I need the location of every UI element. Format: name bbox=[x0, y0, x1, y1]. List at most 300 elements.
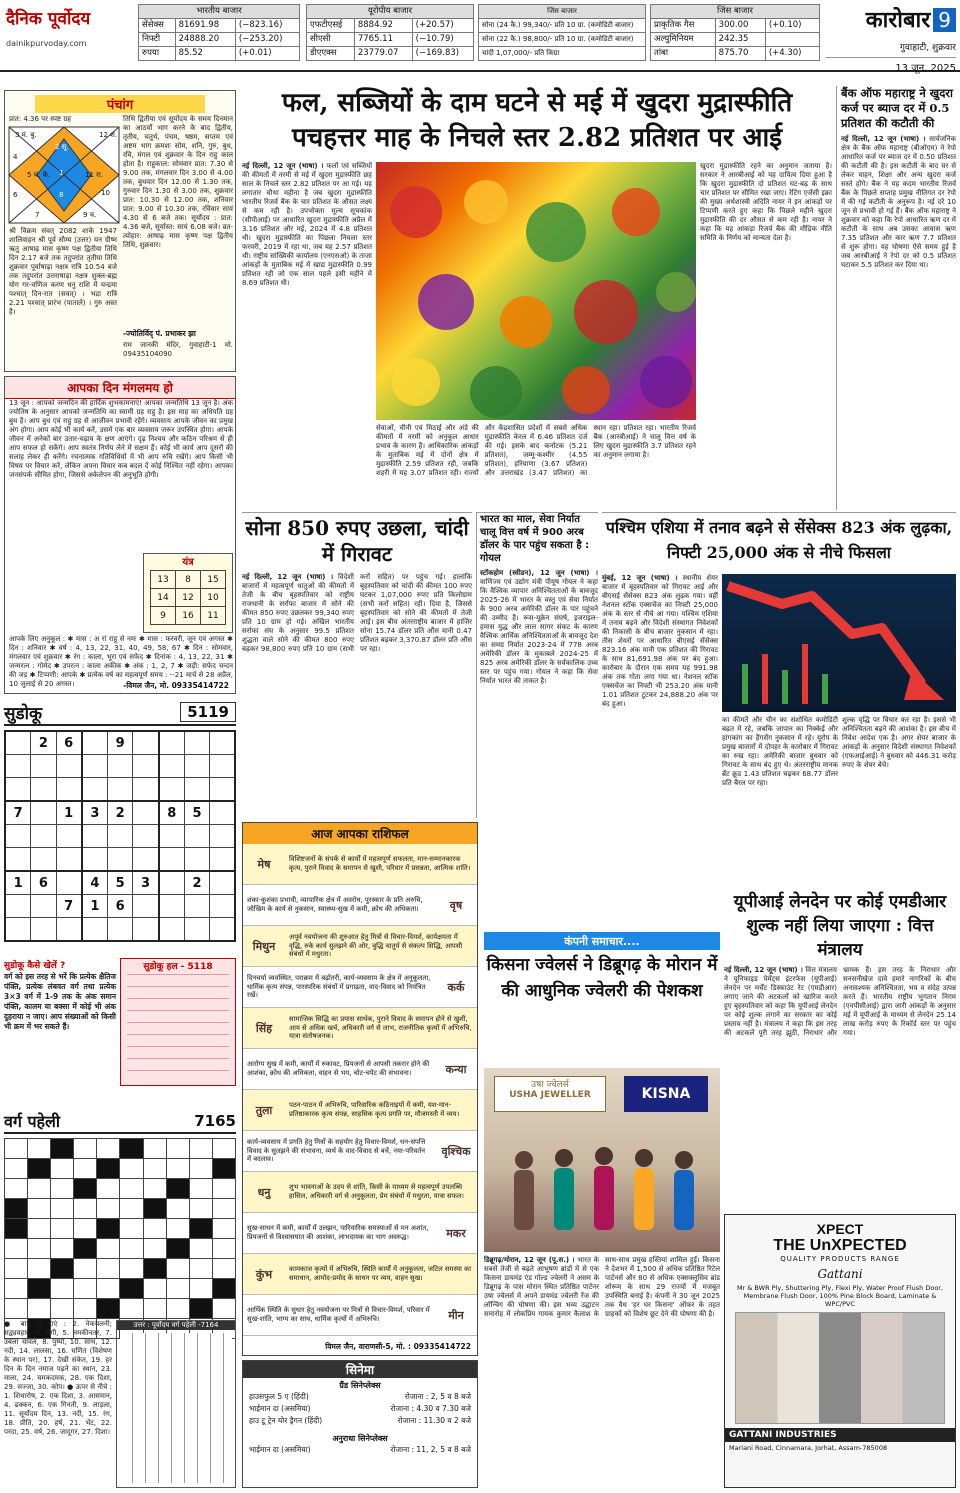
crossword-cell[interactable] bbox=[189, 1199, 212, 1219]
market-name: अल्युमिनियम bbox=[651, 33, 716, 47]
market-row bbox=[651, 33, 820, 47]
crossword-cell[interactable] bbox=[166, 1199, 189, 1219]
sudoku-cell[interactable] bbox=[159, 871, 185, 895]
crossword-cell[interactable] bbox=[166, 1259, 189, 1279]
crossword-cell[interactable] bbox=[51, 1199, 74, 1219]
market-value: 300.00 bbox=[715, 19, 765, 33]
upi-body bbox=[724, 966, 956, 1210]
sudoku-header bbox=[4, 700, 236, 726]
crossword-cell[interactable] bbox=[166, 1279, 189, 1299]
yantra-cell: 9 bbox=[151, 607, 176, 625]
sudoku-cell[interactable] bbox=[56, 825, 82, 848]
sudoku-cell[interactable] bbox=[133, 801, 159, 825]
sudoku-cell[interactable] bbox=[82, 731, 108, 755]
sudoku-cell[interactable] bbox=[82, 755, 108, 778]
cinema-show-row bbox=[243, 1415, 477, 1427]
crossword-cell[interactable] bbox=[97, 1259, 120, 1279]
cinema-hall-2: अनुराधा सिनेप्लेक्स bbox=[332, 1434, 388, 1443]
sudoku-cell[interactable] bbox=[210, 801, 235, 825]
kundli-label: 5 चं. के. bbox=[27, 171, 51, 179]
upi-headline[interactable]: यूपीआई लेनदेन पर कोई एमडीआर शुल्क नहीं लिया जाएगा : वित्त मंत्रालय bbox=[733, 892, 947, 960]
market-row bbox=[307, 19, 474, 33]
sudoku-cell[interactable] bbox=[133, 918, 159, 942]
market-value: 242.35 bbox=[715, 33, 765, 47]
sudoku-cell[interactable] bbox=[31, 825, 56, 848]
rashifal-list bbox=[243, 844, 477, 1336]
market-value: 23779.07 bbox=[354, 47, 412, 61]
market-value: 24888.20 bbox=[175, 33, 235, 47]
yantra-title: यंत्र bbox=[182, 557, 194, 568]
sudoku-cell[interactable] bbox=[184, 825, 209, 848]
bom-headline[interactable]: बैंक ऑफ महाराष्ट्र ने खुदरा कर्ज पर ब्याज दर में 0.5 प्रतिशत की कटौती की bbox=[841, 86, 953, 130]
sudoku-cell[interactable] bbox=[82, 778, 108, 802]
ad-line1: XPECT bbox=[816, 1221, 864, 1237]
sudoku-row bbox=[5, 825, 235, 848]
yantra-cell: 16 bbox=[176, 607, 201, 625]
sudoku-cell[interactable] bbox=[184, 918, 209, 942]
rashifal-text: विशिष्टजनों के संपर्क से कार्यों में महत्वपूर्ण सफलता, मान-सम्मानकारक कृत्य, पुराने विवाद के समापन से खुशी, परिवार में प्रसन्नता, आत्मिक शांति। bbox=[289, 855, 471, 872]
market-change: (−10.79) bbox=[412, 33, 473, 47]
market-name: प्राकृतिक गैस bbox=[651, 19, 716, 33]
sudoku-cell[interactable] bbox=[108, 918, 133, 942]
company-headline[interactable]: किसना ज्वेलर्स ने डिब्रूगढ़ के मोरान में की आधुनिक ज्वेलरी की पेशकश bbox=[486, 955, 718, 1001]
crossword-cell[interactable] bbox=[143, 1139, 166, 1159]
market-name: निफ्टी bbox=[139, 33, 176, 47]
crossword-row bbox=[5, 1219, 236, 1239]
rashifal-text: आरोग्य सुख में कमी, कार्यों में रुकावट, प्रियजनों से आपसी तकरार होने की आशंका, क्रोध की अधिकता, वाहन से भय, चोट-चपेट की संभावना। bbox=[247, 1060, 430, 1077]
sudoku-cell[interactable] bbox=[82, 918, 108, 942]
market-row bbox=[139, 33, 300, 47]
rashifal-item bbox=[243, 1172, 477, 1213]
lead-story-body bbox=[242, 162, 372, 508]
cinema-shows-1 bbox=[243, 1391, 477, 1427]
sudoku-cell[interactable] bbox=[31, 801, 56, 825]
rashifal-sign: कन्या bbox=[445, 1062, 467, 1076]
crossword-cell[interactable] bbox=[51, 1219, 74, 1239]
commodity-title: जिंस बाजार bbox=[651, 5, 820, 19]
sudoku-cell[interactable] bbox=[5, 895, 31, 918]
rashifal-sign: मेष bbox=[257, 857, 271, 871]
film-title: हाउ टू ट्रेन योर ड्रैगन (हिंदी) bbox=[249, 1416, 323, 1425]
crossword-cell[interactable] bbox=[74, 1159, 97, 1179]
sudoku-cell[interactable] bbox=[31, 778, 56, 802]
kundli-label: 9 च. bbox=[83, 211, 97, 219]
market-name: डीएएक्स bbox=[307, 47, 355, 61]
film-title: हाउसफुल 5 ए (हिंदी) bbox=[249, 1392, 309, 1401]
company-label: कंपनी समाचार.... bbox=[564, 935, 640, 948]
showroom-photo bbox=[484, 1068, 720, 1252]
crossword-block bbox=[189, 1219, 212, 1239]
crossword-cell[interactable] bbox=[120, 1179, 143, 1199]
sudoku-row bbox=[5, 755, 235, 778]
crossword-row bbox=[5, 1239, 236, 1259]
rashifal-sign: धनु bbox=[257, 1185, 271, 1199]
sudoku-cell[interactable] bbox=[159, 848, 185, 872]
sudoku-cell[interactable]: 5 bbox=[184, 801, 209, 825]
market-row bbox=[651, 47, 820, 61]
company-headline-box bbox=[484, 950, 720, 1068]
crossword-cell[interactable] bbox=[5, 1299, 28, 1319]
crossword-cell[interactable] bbox=[5, 1159, 28, 1179]
sudoku-title: सुडोकू bbox=[4, 703, 43, 724]
crossword-cell[interactable] bbox=[5, 1279, 28, 1299]
crossword-block bbox=[120, 1279, 143, 1299]
sudoku-cell[interactable] bbox=[210, 918, 235, 942]
ad-line3: QUALITY PRODUCTS RANGE bbox=[780, 1255, 900, 1263]
commodity-table-2 bbox=[650, 4, 820, 61]
rashifal-author: विमल जैन, वाराणसी-5, मो. : 09335414722 bbox=[325, 1342, 471, 1351]
rashifal-text: दिनचर्या व्यवस्थित, पराक्रम में बढ़ोतरी, कार्य-व्यवसाय के क्षेत्र में अनुकूलता, धार्मिक कृत्य संपन्न, पारस्परिक संबंधों में प्रगाढ़ता, वाद-विवाद को नियंत्रित रखें। bbox=[247, 974, 431, 1000]
crossword-cell[interactable] bbox=[97, 1179, 120, 1199]
crossword-cell[interactable] bbox=[5, 1179, 28, 1199]
crossword-block bbox=[212, 1159, 235, 1179]
sudoku-cell[interactable]: 1 bbox=[5, 871, 31, 895]
sudoku-cell[interactable] bbox=[31, 848, 56, 872]
sudoku-cell[interactable] bbox=[159, 778, 185, 802]
crossword-cell[interactable] bbox=[212, 1179, 235, 1199]
rashifal-sign: सिंह bbox=[255, 1021, 273, 1035]
commodity-table-1 bbox=[478, 4, 646, 61]
sudoku-cell[interactable] bbox=[108, 778, 133, 802]
crossword-cell[interactable] bbox=[120, 1299, 143, 1319]
sudoku-cell[interactable] bbox=[31, 918, 56, 942]
bom-dateline: नई दिल्ली, 12 जून (भाषा) । bbox=[841, 135, 926, 143]
crossword-cell[interactable] bbox=[212, 1259, 235, 1279]
export-dateline: स्टॉकहोम (स्वीडन), 12 जून (भाषा) । bbox=[480, 569, 598, 577]
kundli-label: 6 bbox=[13, 191, 18, 199]
sudoku-cell[interactable] bbox=[210, 848, 235, 872]
store-name-hi: उषा ज्वेलर्स bbox=[531, 1080, 569, 1090]
crossword-title: वर्ग पहेली bbox=[4, 1112, 61, 1131]
birthday-text-continued bbox=[9, 553, 139, 633]
rashifal-item bbox=[243, 885, 477, 926]
crossword-cell[interactable] bbox=[212, 1239, 235, 1259]
sudoku-cell[interactable] bbox=[56, 848, 82, 872]
crossword-block bbox=[120, 1139, 143, 1159]
sudoku-howto-title: सुडोकू कैसे खेलें ? bbox=[4, 961, 66, 971]
crossword-cell[interactable] bbox=[189, 1259, 212, 1279]
page-number: 9 bbox=[933, 8, 956, 32]
crossword-block bbox=[51, 1139, 74, 1159]
stock-falling-photo bbox=[722, 574, 956, 712]
film-title: भाईमान दा (असमिया) bbox=[249, 1445, 311, 1454]
crossword-row bbox=[5, 1259, 236, 1279]
sudoku-row bbox=[5, 895, 235, 918]
crossword-cell[interactable] bbox=[212, 1139, 235, 1159]
sudoku-solution-grid bbox=[127, 974, 229, 1082]
crossword-cell[interactable] bbox=[143, 1159, 166, 1179]
sudoku-cell[interactable]: 7 bbox=[5, 801, 31, 825]
crossword-cell[interactable] bbox=[143, 1299, 166, 1319]
rashifal-text: सामाजिक सिद्धि का प्रयास सार्थक, पुराने विवाद के समापन होने से खुशी, आय से अधिक खर्च, अधिकारी वर्ग से लाभ, राजनीतिक कृत्यों में अभिरुचि, यात्रा संतोषजनक। bbox=[289, 1015, 472, 1041]
sudoku-cell[interactable]: 8 bbox=[159, 801, 185, 825]
crossword-block bbox=[143, 1259, 166, 1279]
sudoku-cell[interactable] bbox=[133, 755, 159, 778]
cinema-box bbox=[242, 1360, 478, 1488]
sudoku-cell[interactable] bbox=[159, 918, 185, 942]
crossword-cell[interactable] bbox=[166, 1159, 189, 1179]
sudoku-cell[interactable] bbox=[31, 755, 56, 778]
crossword-answer-box bbox=[116, 1320, 236, 1488]
kundli-label: 4 bbox=[13, 153, 18, 161]
crossword-block bbox=[143, 1199, 166, 1219]
sudoku-cell[interactable] bbox=[159, 731, 185, 755]
sudoku-cell[interactable] bbox=[210, 755, 235, 778]
sudoku-row bbox=[5, 871, 235, 895]
sudoku-section bbox=[4, 700, 236, 960]
crossword-cell[interactable] bbox=[97, 1139, 120, 1159]
market-value: 85.52 bbox=[175, 47, 235, 61]
crossword-cell[interactable] bbox=[74, 1199, 97, 1219]
lead-headline-box bbox=[242, 86, 832, 158]
yantra-cell: 10 bbox=[201, 589, 226, 607]
upi-dateline: नई दिल्ली, 12 जून (भाषा) । bbox=[724, 966, 803, 974]
crossword-cell[interactable] bbox=[74, 1299, 97, 1319]
commodity-row: चांदी 1,07,000/- प्रति किग्रा bbox=[479, 47, 646, 61]
crossword-cell[interactable] bbox=[143, 1279, 166, 1299]
rashifal-text: पठन-पाठन में अभिरुचि, पारिवारिक कठिनाइयों में कमी, यश-मान-प्रतिष्ठाकारक कृत्य संपन्न, साहसिक कृत्य प्रगति पर, मौजमस्ती में व्यय। bbox=[289, 1101, 460, 1118]
crossword-cell[interactable] bbox=[51, 1179, 74, 1199]
sudoku-cell[interactable] bbox=[210, 731, 235, 755]
crossword-cell[interactable] bbox=[28, 1139, 51, 1159]
store-name-en: USHA JEWELLER bbox=[509, 1090, 591, 1100]
rashifal-sign: वृश्चिक bbox=[441, 1144, 471, 1158]
rashifal-text: आर्थिक स्थिति के सुधार हेतु नवयोजना पर मित्रों से विचार-विमर्श, परिवार में सुख-शांति, भाग्य का साथ, धार्मिक कृत्यों में अभिरुचि। bbox=[247, 1306, 430, 1323]
crossword-cell[interactable] bbox=[74, 1279, 97, 1299]
crossword-cell[interactable] bbox=[5, 1139, 28, 1159]
market-name: तांबा bbox=[651, 47, 716, 61]
cinema-shows-2 bbox=[243, 1444, 477, 1456]
rashifal-text: कार्य-व्यवसाय में प्रगति हेतु मित्रों के सहयोग हेतु विचार-विमर्श, धन-संपत्ति विवाद के सुलझने की संभावना, व्यर्थ के वाद-विवाद से बचें, नया-परिवर्तन में बदलाव। bbox=[247, 1138, 426, 1164]
crossword-cell[interactable] bbox=[28, 1299, 51, 1319]
paper-brand[interactable] bbox=[6, 6, 130, 66]
crossword-cell[interactable] bbox=[189, 1239, 212, 1259]
sudoku-cell[interactable] bbox=[133, 778, 159, 802]
gold-headline[interactable]: सोना 850 रुपए उछला, चांदी में गिरावट bbox=[245, 516, 469, 566]
sudoku-cell[interactable]: 7 bbox=[56, 895, 82, 918]
crossword-cell[interactable] bbox=[28, 1259, 51, 1279]
lead-headline[interactable]: फल, सब्जियों के दाम घटने से मई में खुदरा मुद्रास्फीति पचहत्तर माह के निचले स्तर 2.82 प्रतिशत पर आई bbox=[281, 88, 793, 153]
rashifal-sign: कर्क bbox=[447, 980, 465, 994]
falling-arrow-icon bbox=[722, 574, 956, 712]
market-value: 8884.92 bbox=[354, 19, 412, 33]
crossword-cell[interactable] bbox=[74, 1219, 97, 1239]
indian-market-title: भारतीय बाजार bbox=[139, 5, 300, 19]
sudoku-cell[interactable] bbox=[210, 895, 235, 918]
crossword-block bbox=[5, 1199, 28, 1219]
crossword-cell[interactable] bbox=[5, 1259, 28, 1279]
crossword-cell[interactable] bbox=[120, 1219, 143, 1239]
crossword-cell[interactable] bbox=[120, 1159, 143, 1179]
birthday-box bbox=[4, 376, 236, 694]
crossword-cell[interactable] bbox=[212, 1199, 235, 1219]
sudoku-cell[interactable]: 4 bbox=[82, 871, 108, 895]
show-time: रोजाना : 11.30 व 2 बजे bbox=[397, 1416, 471, 1425]
sudoku-cell[interactable]: 6 bbox=[56, 731, 82, 755]
rashifal-item bbox=[243, 1131, 477, 1172]
sudoku-cell[interactable] bbox=[82, 825, 108, 848]
sudoku-cell[interactable] bbox=[5, 778, 31, 802]
sudoku-cell[interactable] bbox=[56, 918, 82, 942]
crossword-cell[interactable] bbox=[28, 1219, 51, 1239]
sudoku-cell[interactable] bbox=[133, 731, 159, 755]
sudoku-cell[interactable] bbox=[5, 731, 31, 755]
sudoku-cell[interactable] bbox=[210, 825, 235, 848]
sudoku-cell[interactable] bbox=[133, 848, 159, 872]
crossword-cell[interactable] bbox=[166, 1219, 189, 1239]
sudoku-cell[interactable] bbox=[159, 825, 185, 848]
crossword-cell[interactable] bbox=[212, 1299, 235, 1319]
sudoku-cell[interactable]: 2 bbox=[184, 871, 209, 895]
rashifal-item bbox=[243, 1254, 477, 1295]
show-time: रोजाना : 11, 2, 5 व 8 बजे bbox=[390, 1445, 471, 1454]
birthday-lucky: आपके लिए अनुकूल : ✱ मास : अ रां राहू से नमः ✱ मास : फरवरी, जून एवं अगस्त ✱ दिन : शनिवार ✱ वर्ष : 4, 13, 22, 31, 40, 49, 58, 67 ✱ दिन : सोमवार, मंगलवार एवं शुक्रवार ✱ रंग : काला, भूरा एवं सफेद ✱ दिनांक : 4, 13, 22, 31 ✱ जन्मरत्न : गोमेद ✱ उपरत्न : काला अकीक ✱ अंक : 1, 2, 7 ✱ जड़ी: सफेद चन्दन की जड़ ✱ टिप्पणी: आपके ✱ प्रत्येक वर्ष का महत्वपूर्ण समय : --21 मार्च से 28 अप्रैल, 10 जुलाई से 20 अगस्त। bbox=[9, 635, 233, 688]
crossword-cell[interactable] bbox=[5, 1239, 28, 1259]
crossword-cell[interactable] bbox=[97, 1199, 120, 1219]
edition-location: गुवाहाटी, शुक्रवार bbox=[899, 43, 956, 53]
show-time: रोजाना : 2, 5 व 8 बजे bbox=[404, 1392, 471, 1401]
ad-products: Mr & BWR Ply, Shuttering Ply, Flexi Ply, Water Proof Flush Door, Membrane Flush Door, 100% Pine Block Board, Laminate & WPC/PVC bbox=[736, 1284, 944, 1308]
crossword-cell[interactable] bbox=[212, 1219, 235, 1239]
sudoku-cell[interactable] bbox=[184, 755, 209, 778]
sensex-body-2: का कीमतें और चीन का संशोधित कमोडिटी बढ़त में रहे, जबकि जापान का निक्केई और हांगकांग का हैंगसेंग नुकसान में रहे। यूरोप के प्रमुख बाजारों में दोपहर के कारोबार में गिरावट का रुख रहा। अमेरिकी बाजार बुधवार को गिरावट के साथ बंद हुए थे। अंतरराष्ट्रीय मानक ब्रेंट क्रूड 1.43 प्रतिशत चढ़कर 68.77 डॉलर प्रति बैरल पर रहा। bbox=[722, 716, 838, 787]
company-body bbox=[484, 1256, 720, 1488]
sudoku-cell[interactable] bbox=[184, 778, 209, 802]
crossword-cell[interactable] bbox=[143, 1179, 166, 1199]
sudoku-cell[interactable]: 6 bbox=[31, 871, 56, 895]
sudoku-cell[interactable]: 1 bbox=[56, 801, 82, 825]
rashifal-item bbox=[243, 1213, 477, 1254]
crossword-grid bbox=[4, 1138, 236, 1339]
sudoku-cell[interactable] bbox=[82, 848, 108, 872]
sudoku-cell[interactable]: 1 bbox=[82, 895, 108, 918]
crossword-cell[interactable] bbox=[51, 1279, 74, 1299]
crossword-cell[interactable] bbox=[97, 1279, 120, 1299]
gattani-ad[interactable] bbox=[724, 1214, 956, 1488]
export-headline[interactable]: भारत का माल, सेवा निर्यात चालू वित्त वर्ष में 900 अरब डॉलर के पार पहुंच सकता है : गोयल bbox=[480, 514, 590, 564]
birthday-title: आपका दिन मंगलमय हो bbox=[5, 377, 235, 399]
crossword-cell[interactable] bbox=[143, 1239, 166, 1259]
sensex-headline[interactable]: पश्चिम एशिया में तनाव बढ़ने से सेंसेक्स 823 अंक लुढ़का, निफ्टी 25,000 अंक से नीचे फिसला bbox=[605, 518, 953, 562]
export-story bbox=[476, 512, 598, 818]
sensex-body bbox=[602, 574, 718, 814]
crossword-cell[interactable] bbox=[189, 1159, 212, 1179]
crossword-cell[interactable] bbox=[120, 1259, 143, 1279]
market-change bbox=[765, 33, 819, 47]
sudoku-cell[interactable] bbox=[159, 895, 185, 918]
sudoku-cell[interactable] bbox=[159, 755, 185, 778]
paper-url[interactable]: dainikpurvoday.com bbox=[6, 39, 87, 48]
sudoku-cell[interactable] bbox=[31, 895, 56, 918]
sudoku-cell[interactable] bbox=[133, 895, 159, 918]
edition-date: 13 जून, 2025 bbox=[826, 57, 956, 74]
crossword-cell[interactable] bbox=[97, 1239, 120, 1259]
crossword-cell[interactable] bbox=[143, 1219, 166, 1239]
market-change: (−823.16) bbox=[235, 19, 299, 33]
crossword-cell[interactable] bbox=[51, 1299, 74, 1319]
sudoku-cell[interactable] bbox=[108, 825, 133, 848]
crossword-cell[interactable] bbox=[74, 1139, 97, 1159]
sudoku-cell[interactable]: 6 bbox=[108, 895, 133, 918]
crossword-block bbox=[74, 1239, 97, 1259]
sudoku-cell[interactable]: 5 bbox=[108, 871, 133, 895]
gold-text: विदेशी बाजारों में महत्वपूर्ण धातुओं की कीमतों में तेजी के बीच बृहस्पतिवार को राष्ट्रीय राजधानी के सर्राफा बाजार में सोने की कीमत 850 रुपए उछलकर 99,340 रुपए प्रति 10 ग्राम हो गई। अखिल भारतीय सर्राफा संघ के अनुसार 99.5 प्रतिशत शुद्धता वाले सोने की कीमत 800 रुपए बढ़कर 98,800 रुपए प्रति 10 ग्राम (सभी करों सहित) पर पहुंच गई। हालांकि बृहस्पतिवार को चांदी की कीमत 100 रुपए घटकर 1,07,000 रुपए प्रति किलोग्राम (सभी करों सहित) रही। दिया है, जिससे बृहस्पतिवार को सोने की कीमतों में तेजी आई। इस बीच अंतरराष्ट्रीय बाजार में हाजिर सोना 15.74 डॉलर प्रति औंस यानी 0.47 प्रतिशत बढ़कर 3,370.87 डॉलर प्रति औंस पर रहा। bbox=[242, 573, 472, 653]
crossword-cell[interactable] bbox=[166, 1299, 189, 1319]
company-text: भारत के सबसे तेजी से बढ़ते आभूषण ब्रांडों में से एक किसना डायमंड एंड गोल्ड ज्वेलरी ने असम के डिब्रूगढ़ के पास मोरान स्थित प्रतिष्ठित पार्टनर उषा ज्वेलर्स में अपने डायमंड ज्वेलरी रेंज की लॉन्चिंग की घोषणा की। इस भव्य उद्घाटन समारोह में लोकप्रिय गायक कुमार कैलाश के साथ-साथ प्रमुख हस्तियां शामिल हुईं। किसना ने देशभर में 1,500 से अधिक प्रतिष्ठित रिटेल पार्टनर्स और 80 से अधिक एक्सक्लूसिव ब्रांड शोरूम के साथ 29 राज्यों में मजबूत उपस्थिति बनाई है। कंपनी ने 30 जून 2025 तक वैध 'हर घर किसना' ऑफर के तहत ग्राहकों को विशेष छूट देने की घोषणा की है। bbox=[484, 1256, 720, 1318]
sudoku-cell[interactable] bbox=[5, 825, 31, 848]
kundli-label: 10 bbox=[101, 189, 110, 197]
crossword-cell[interactable] bbox=[74, 1259, 97, 1279]
crossword-cell[interactable] bbox=[120, 1199, 143, 1219]
crossword-block bbox=[74, 1179, 97, 1199]
sensex-headline-box bbox=[602, 512, 956, 568]
crossword-cell[interactable] bbox=[51, 1239, 74, 1259]
europe-market-title: यूरोपीय बाजार bbox=[307, 5, 474, 19]
sudoku-cell[interactable] bbox=[184, 731, 209, 755]
crossword-block bbox=[166, 1239, 189, 1259]
crossword-block bbox=[166, 1179, 189, 1199]
sudoku-cell[interactable] bbox=[210, 778, 235, 802]
market-value: 81691.98 bbox=[175, 19, 235, 33]
sudoku-cell[interactable]: 2 bbox=[108, 801, 133, 825]
europe-market-table bbox=[306, 4, 474, 61]
sudoku-row bbox=[5, 731, 235, 755]
crossword-cell[interactable] bbox=[189, 1279, 212, 1299]
sudoku-cell[interactable] bbox=[184, 848, 209, 872]
rashifal-item bbox=[243, 1090, 477, 1131]
market-row bbox=[139, 47, 300, 61]
crossword-cell[interactable] bbox=[189, 1179, 212, 1199]
sudoku-cell[interactable]: 9 bbox=[108, 731, 133, 755]
sudoku-cell[interactable]: 2 bbox=[31, 731, 56, 755]
crossword-block bbox=[5, 1219, 28, 1239]
sudoku-cell[interactable] bbox=[5, 918, 31, 942]
crossword-cell[interactable] bbox=[166, 1139, 189, 1159]
bom-text: सार्वजनिक क्षेत्र के बैंक ऑफ महाराष्ट्र (बीओएम) ने रेपो आधारित कर्ज पर ब्याज दर में 0.50 प्रतिशत की कटौती की है। इस कटौती के बाद घर से लेकर वाहन, शिक्षा और अन्य खुदरा कर्ज सस्ते होंगे। बैंक ने यह कदम भारतीय रिजर्व बैंक के पिछले सप्ताह प्रमुख नीतिगत दर रेपो में की गई कटौती के अनुरूप है। नई दरें 10 जून से प्रभावी हो गई हैं। बैंक ऑफ महाराष्ट्र ने शुक्रवार को कहा कि रेपो आधारित ऋण दर में कटौती के साथ अब उसका आवास ऋण 7.35 प्रतिशत और कार ऋण 7.7 प्रतिशत से शुरू होगा। यह घोषणा ऐसे समय हुई है जब आरबीआई ने रेपो दर को 0.5 प्रतिशत घटाकर 5.5 प्रतिशत कर दिया था। bbox=[841, 135, 956, 269]
crossword-cell[interactable] bbox=[120, 1239, 143, 1259]
yantra-cell: 15 bbox=[201, 571, 226, 589]
sudoku-cell[interactable] bbox=[56, 755, 82, 778]
sudoku-cell[interactable] bbox=[108, 848, 133, 872]
sudoku-cell[interactable] bbox=[56, 778, 82, 802]
crossword-cell[interactable] bbox=[28, 1239, 51, 1259]
sudoku-cell[interactable] bbox=[108, 755, 133, 778]
crossword-block bbox=[97, 1299, 120, 1319]
lead-dateline: नई दिल्ली, 12 जून (भाषा) । bbox=[242, 162, 324, 170]
sudoku-cell[interactable] bbox=[5, 755, 31, 778]
crossword-row bbox=[5, 1139, 236, 1159]
sudoku-cell[interactable] bbox=[56, 871, 82, 895]
crossword-cell[interactable] bbox=[189, 1139, 212, 1159]
sudoku-help-section bbox=[4, 958, 236, 1108]
panchang-body: श्री विक्रम संवत् 2082 शाके 1947 शालिवाहन श्री पूर्व सौम्य (उत्तर) यन ग्रीष्म ऋतु आषाढ़ मास कृष्ण पक्ष द्वितीया तिथि दिन 2.17 बजे तक तदुपरांत तृतीया तिथि शुक्रवार पूर्वाषाढ़ा नक्षत्र रात्रि 10.54 बजे तक तदुपरांत उत्तराषाढ़ा नक्षत्र शुक्ल-ब्रह्म योग गर-वणिज करण धनु राशि में चन्द्रमा पश्चात् दिन-रात (सवत्) । भद्रा रात्रि 2.21 पश्चात् प्रारंभ (पाताले) । गुरु अस्त है। bbox=[9, 227, 117, 316]
sudoku-cell[interactable]: 3 bbox=[133, 871, 159, 895]
sudoku-cell[interactable] bbox=[210, 871, 235, 895]
market-value: 7765.11 bbox=[354, 33, 412, 47]
crossword-cell[interactable] bbox=[51, 1159, 74, 1179]
sudoku-cell[interactable]: 3 bbox=[82, 801, 108, 825]
sudoku-cell[interactable] bbox=[184, 895, 209, 918]
kundli-label: 8 bbox=[59, 191, 64, 199]
yantra-box bbox=[143, 553, 233, 633]
kundli-label: 2 सू. bbox=[55, 143, 69, 151]
sudoku-cell[interactable] bbox=[5, 848, 31, 872]
crossword-cell[interactable] bbox=[28, 1179, 51, 1199]
ad-company: GATTANI INDUSTRIES bbox=[725, 1428, 955, 1442]
sudoku-cell[interactable] bbox=[133, 825, 159, 848]
ad-products-photo bbox=[735, 1312, 945, 1424]
crossword-cell[interactable] bbox=[28, 1199, 51, 1219]
